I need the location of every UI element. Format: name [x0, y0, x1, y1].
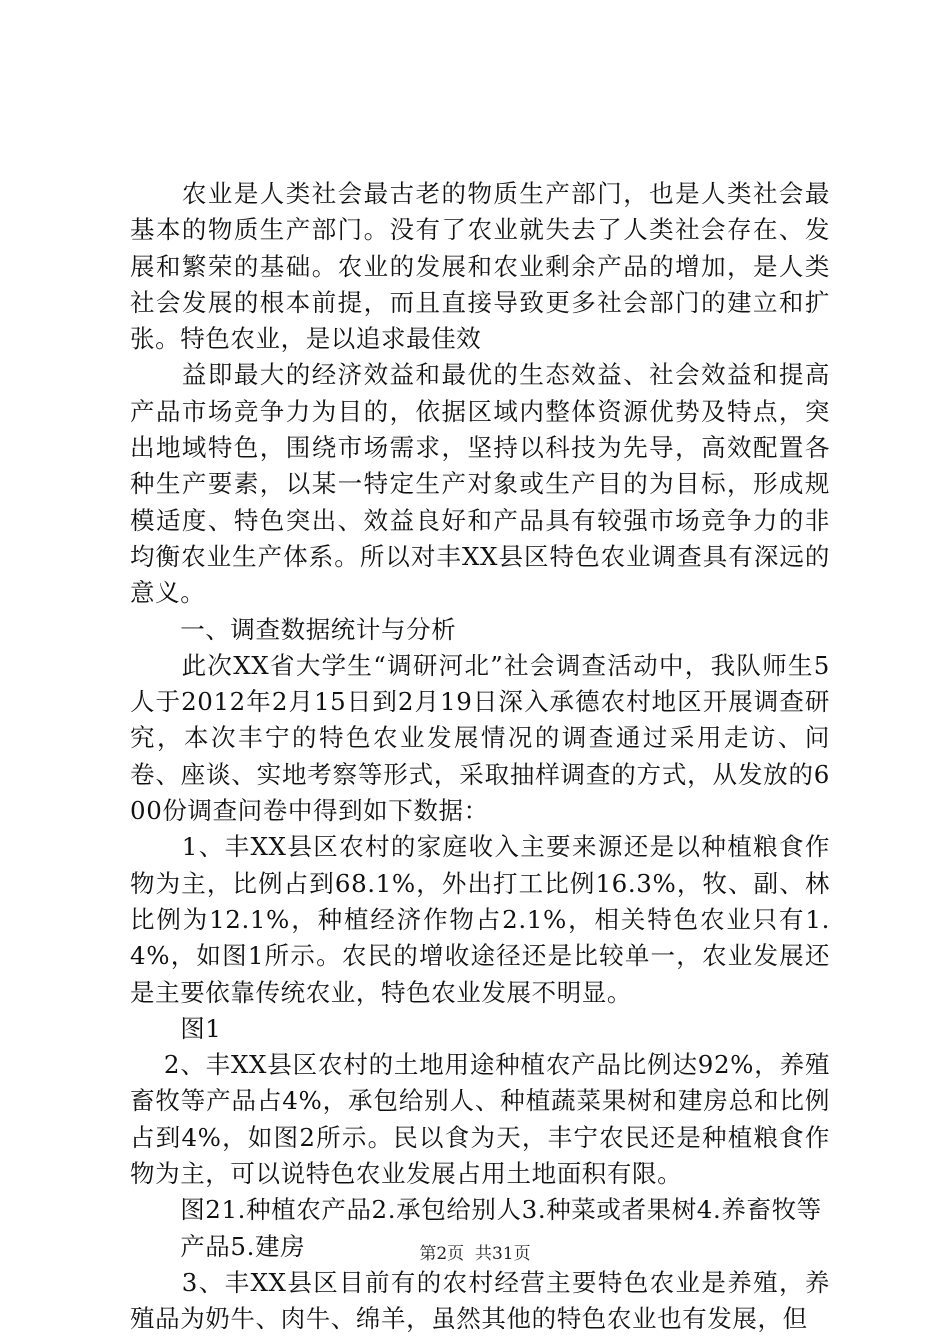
figure-2-caption-continued: 产品5.建房 [130, 1231, 306, 1261]
figure-1-caption: 图1 [130, 1013, 222, 1043]
paragraph-finding-2: 2、丰XX县区农村的土地用途种植农产品比例达92%，养殖畜牧等产品占4%，承包给别人、种植蔬菜果树和建房总和比例占到4%，如图2所示。民以食为天，丰宁农民还是种植粮食作物为主，可以说特色农业发展占用土地面积有限。 [130, 1050, 830, 1189]
document-body [130, 176, 830, 1338]
paragraph-definition: 益即最大的经济效益和最优的生态效益、社会效益和提高产品市场竞争力为目的，依据区域内整体资源优势及特点，突出地域特色，围绕市场需求，坚持以科技为先导，高效配置各种生产要素，以某一特定生产对象或生产目的为目标，形成规模适度、特色突出、效益良好和产品具有较强市场竞争力的非均衡农业生产体系。所以对丰XX县区特色农业调查具有深远的意义。 [130, 360, 830, 608]
paragraph-survey: 此次XX省大学生“调研河北”社会调查活动中，我队师生5人于2012年2月15日到2月19日深入承德农村地区开展调查研究，本次丰宁的特色农业发展情况的调查通过采用走访、问卷、座谈、实地考察等形式，采取抽样调查的方式，从发放的600份调查问卷中得到如下数据： [130, 650, 830, 826]
page-footer: 第2页 共31页 [419, 1244, 531, 1264]
paragraph-finding-1: 1、丰XX县区农村的家庭收入主要来源还是以种植粮食作物为主，比例占到68.1%，外出打工比例16.3%，牧、副、林比例为12.1%，种植经济作物占2.1%，相关特色农业只有1.4%，如图1所示。农民的增收途径还是比较单一，农业发展还是主要依靠传统农业，特色农业发展不明显。 [130, 832, 830, 1007]
figure-2-caption: 图21.种植农产品2.承包给别人3.种菜或者果树4.养畜牧等 [130, 1195, 822, 1225]
paragraph-finding-3: 3、丰XX县区目前有的农村经营主要特色农业是养殖，养殖品为奶牛、肉牛、绵羊，虽然其他的特色农业也有发展，但 [130, 1267, 830, 1334]
section-heading: 一、调查数据统计与分析 [130, 614, 457, 644]
paragraph-intro: 农业是人类社会最古老的物质生产部门，也是人类社会最基本的物质生产部门。没有了农业就失去了人类社会存在、发展和繁荣的基础。农业的发展和农业剩余产品的增加，是人类社会发展的根本前提，而且直接导致更多社会部门的建立和扩张。特色农业，是以追求最佳效 [130, 179, 830, 354]
